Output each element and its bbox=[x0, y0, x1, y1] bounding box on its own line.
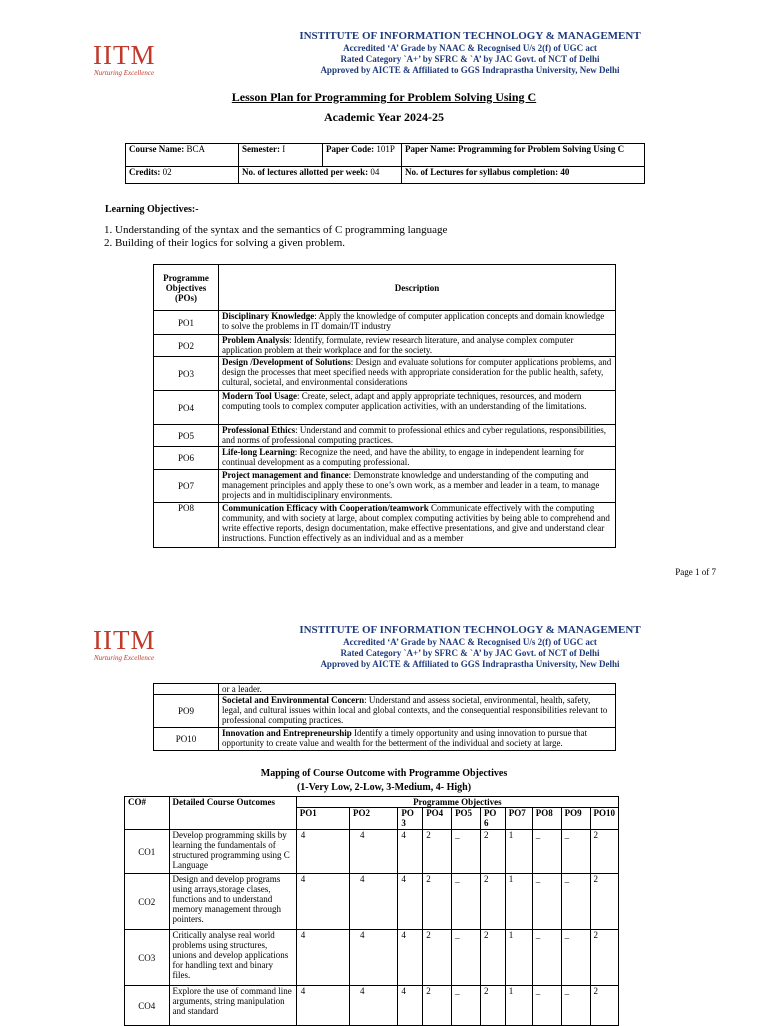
co-header: CO# bbox=[125, 797, 170, 830]
mapping-value: 2 bbox=[480, 830, 505, 874]
detail-header: Detailed Course Outcomes bbox=[169, 797, 296, 830]
learning-objective-item: 2. Building of their logics for solving a given problem. bbox=[104, 237, 346, 249]
accreditation-line: Accredited ‘A’ Grade by NAAC & Recognised U/s 2(f) of UGC act bbox=[343, 43, 597, 53]
mapping-value: _ bbox=[561, 986, 590, 1026]
mapping-value: 4 bbox=[296, 830, 349, 874]
mapping-value: _ bbox=[452, 930, 481, 986]
course-name-cell: Course Name: BCA bbox=[126, 144, 239, 167]
page-2 bbox=[0, 585, 768, 1024]
po-col-header: PO 3 bbox=[398, 808, 423, 830]
mapping-value: 4 bbox=[296, 930, 349, 986]
po-id: PO10 bbox=[154, 728, 219, 751]
accreditation-line: Accredited ‘A’ Grade by NAAC & Recognised U/s 2(f) of UGC act bbox=[343, 637, 597, 647]
table-row bbox=[125, 986, 619, 1026]
mapping-value: 2 bbox=[480, 986, 505, 1026]
mapping-value: 2 bbox=[590, 830, 619, 874]
mapping-value: 4 bbox=[349, 986, 397, 1026]
approval-line: Approved by AICTE & Affiliated to GGS Indraprastha University, New Delhi bbox=[320, 659, 620, 669]
logo-mark: IITM bbox=[93, 40, 156, 70]
po-description: Communication Efficacy with Cooperation/teamwork Communicate effectively with the computing community, and with society at large, about complex computing activities by being able to comprehend and write effective reports, design documentation, make effective presentations, and give and understand clear instructions. Function effectively as an individual and as a member bbox=[219, 503, 616, 548]
co-id: CO4 bbox=[125, 986, 170, 1026]
institute-name: INSTITUTE OF INFORMATION TECHNOLOGY & MANAGEMENT bbox=[299, 624, 641, 636]
mapping-value: _ bbox=[532, 874, 561, 930]
mapping-value: _ bbox=[561, 930, 590, 986]
institute-name: INSTITUTE OF INFORMATION TECHNOLOGY & MANAGEMENT bbox=[299, 30, 641, 42]
institute-header bbox=[170, 624, 768, 670]
paper-code-cell: Paper Code: 101P bbox=[323, 144, 402, 167]
po-col-header: PO1 bbox=[296, 808, 349, 830]
credits-cell: Credits: 02 bbox=[126, 167, 239, 184]
lesson-plan-title: Lesson Plan for Programming for Problem Solving Using C bbox=[231, 90, 537, 104]
description-col-header: Description bbox=[219, 265, 616, 311]
po-description: Disciplinary Knowledge: Apply the knowledge of computer application concepts and domain knowledge to solve the problems in IT domain/IT industry bbox=[219, 311, 616, 335]
mapping-value: 4 bbox=[296, 986, 349, 1026]
iitm-logo bbox=[93, 625, 173, 665]
mapping-value: 2 bbox=[423, 986, 452, 1026]
semester-cell: Semester: I bbox=[239, 144, 323, 167]
po-description: Modern Tool Usage: Create, select, adapt and apply appropriate techniques, resources, and modern computing tools to complex computer application activities, with an understanding of the limitations. bbox=[219, 391, 616, 425]
po-description: Project management and finance: Demonstrate knowledge and understanding of the computing and management principles and apply these to one’s own work, as a member and leader in a team, to manage projects and in multidisciplinary environments. bbox=[219, 470, 616, 503]
mapping-value: 4 bbox=[398, 930, 423, 986]
mapping-subtitle: (1-Very Low, 2-Low, 3-Medium, 4- High) bbox=[296, 782, 472, 793]
mapping-value: 4 bbox=[349, 930, 397, 986]
po-group-header: Programme Objectives bbox=[296, 797, 618, 808]
mapping-value: _ bbox=[452, 986, 481, 1026]
mapping-value: 2 bbox=[590, 930, 619, 986]
mapping-value: _ bbox=[561, 874, 590, 930]
table-row bbox=[125, 874, 619, 930]
po-id: PO1 bbox=[154, 311, 219, 335]
mapping-value: 2 bbox=[423, 874, 452, 930]
mapping-value: 4 bbox=[398, 874, 423, 930]
page-number: Page 1 of 7 bbox=[675, 567, 716, 577]
co-description: Critically analyse real world problems using structures, unions and develop applications for handling text and binary files. bbox=[169, 930, 296, 986]
po-col-header: PO4 bbox=[423, 808, 452, 830]
po-col-header: PO5 bbox=[452, 808, 481, 830]
institute-header bbox=[170, 30, 768, 76]
mapping-value: 2 bbox=[590, 874, 619, 930]
rating-line: Rated Category `A+’ by SFRC & `A’ by JAC Govt. of NCT of Delhi bbox=[340, 648, 600, 658]
mapping-value: 1 bbox=[505, 930, 532, 986]
po-id: PO8 bbox=[154, 503, 219, 548]
po-id: PO4 bbox=[154, 391, 219, 425]
po-id: PO5 bbox=[154, 425, 219, 447]
po-description: Design /Development of Solutions: Design and evaluate solutions for computer applications problems, and design the processes that meet specified needs with appropriate consideration for the public health, safety, cultural, societal, and environmental considerations bbox=[219, 357, 616, 391]
mapping-value: _ bbox=[452, 830, 481, 874]
co-description: Design and develop programs using arrays,storage clases, functions and to understand memory management through pointers. bbox=[169, 874, 296, 930]
po-description: Professional Ethics: Understand and commit to professional ethics and cyber regulations, responsibilities, and norms of professional computing practices. bbox=[219, 425, 616, 447]
logo-mark: IITM bbox=[93, 625, 156, 655]
po-id: PO3 bbox=[154, 357, 219, 391]
mapping-value: _ bbox=[561, 830, 590, 874]
co-description: Explore the use of command line arguments, string manipulation and standard bbox=[169, 986, 296, 1026]
iitm-logo bbox=[93, 40, 173, 80]
po-col-header: Programme Objectives (POs) bbox=[154, 265, 219, 311]
academic-year: Academic Year 2024-25 bbox=[324, 110, 444, 124]
course-info-table bbox=[125, 143, 645, 184]
po-id: PO9 bbox=[154, 695, 219, 728]
table-row bbox=[125, 830, 619, 874]
mapping-value: 2 bbox=[480, 874, 505, 930]
co-id: CO3 bbox=[125, 930, 170, 986]
logo-tagline: Nurturing Excellence bbox=[94, 654, 155, 662]
lectures-total-cell: No. of Lectures for syllabus completion: 40 bbox=[402, 167, 645, 184]
po-id: PO6 bbox=[154, 447, 219, 470]
mapping-value: 1 bbox=[505, 830, 532, 874]
po-table-continued bbox=[153, 683, 616, 751]
lectures-week-cell: No. of lectures allotted per week: 04 bbox=[239, 167, 402, 184]
co-id: CO2 bbox=[125, 874, 170, 930]
mapping-value: 4 bbox=[349, 874, 397, 930]
mapping-value: 1 bbox=[505, 986, 532, 1026]
mapping-value: 2 bbox=[480, 930, 505, 986]
po-description: Innovation and Entrepreneurship Identify a timely opportunity and using innovation to pursue that opportunity to create value and wealth for the betterment of the individual and society at large. bbox=[219, 728, 616, 751]
po-col-header: PO 6 bbox=[480, 808, 505, 830]
learning-objectives-heading: Learning Objectives:- bbox=[105, 204, 199, 215]
co-description: Develop programming skills by learning the fundamentals of structured programming using C Language bbox=[169, 830, 296, 874]
mapping-value: 4 bbox=[296, 874, 349, 930]
mapping-value: _ bbox=[532, 986, 561, 1026]
po-id: PO7 bbox=[154, 470, 219, 503]
mapping-title: Mapping of Course Outcome with Programme Objectives bbox=[260, 768, 508, 779]
approval-line: Approved by AICTE & Affiliated to GGS Indraprastha University, New Delhi bbox=[320, 65, 620, 75]
mapping-value: 2 bbox=[423, 930, 452, 986]
po-description: Societal and Environmental Concern: Understand and assess societal, environmental, health, safety, legal, and cultural issues within local and global contexts, and the consequential responsibilities relevant to professional computing practices. bbox=[219, 695, 616, 728]
table-row bbox=[125, 930, 619, 986]
mapping-value: 1 bbox=[505, 874, 532, 930]
po-id: PO2 bbox=[154, 335, 219, 357]
rating-line: Rated Category `A+’ by SFRC & `A’ by JAC Govt. of NCT of Delhi bbox=[340, 54, 600, 64]
po-col-header: PO10 bbox=[590, 808, 619, 830]
po-description: or a leader. bbox=[219, 684, 616, 695]
po-col-header: PO7 bbox=[505, 808, 532, 830]
mapping-value: 2 bbox=[423, 830, 452, 874]
mapping-value: 4 bbox=[398, 830, 423, 874]
paper-name-cell: Paper Name: Programming for Problem Solving Using C bbox=[402, 144, 645, 167]
po-table bbox=[153, 264, 616, 548]
co-po-mapping-table bbox=[124, 796, 619, 1026]
po-id bbox=[154, 684, 219, 695]
learning-objective-item: 1. Understanding of the syntax and the semantics of C programming language bbox=[104, 224, 448, 236]
mapping-value: _ bbox=[452, 874, 481, 930]
mapping-value: _ bbox=[532, 930, 561, 986]
co-id: CO1 bbox=[125, 830, 170, 874]
mapping-value: 2 bbox=[590, 986, 619, 1026]
po-description: Life-long Learning: Recognize the need, and have the ability, to engage in independent learning for continual development as a computing professional. bbox=[219, 447, 616, 470]
mapping-value: 4 bbox=[398, 986, 423, 1026]
logo-tagline: Nurturing Excellence bbox=[94, 69, 155, 77]
mapping-value: 4 bbox=[349, 830, 397, 874]
mapping-value: _ bbox=[532, 830, 561, 874]
po-col-header: PO2 bbox=[349, 808, 397, 830]
po-col-header: PO9 bbox=[561, 808, 590, 830]
learning-objectives-list bbox=[104, 224, 447, 250]
po-description: Problem Analysis: Identify, formulate, review research literature, and analyse complex computer application problem at their workplace and for the society. bbox=[219, 335, 616, 357]
po-col-header: PO8 bbox=[532, 808, 561, 830]
